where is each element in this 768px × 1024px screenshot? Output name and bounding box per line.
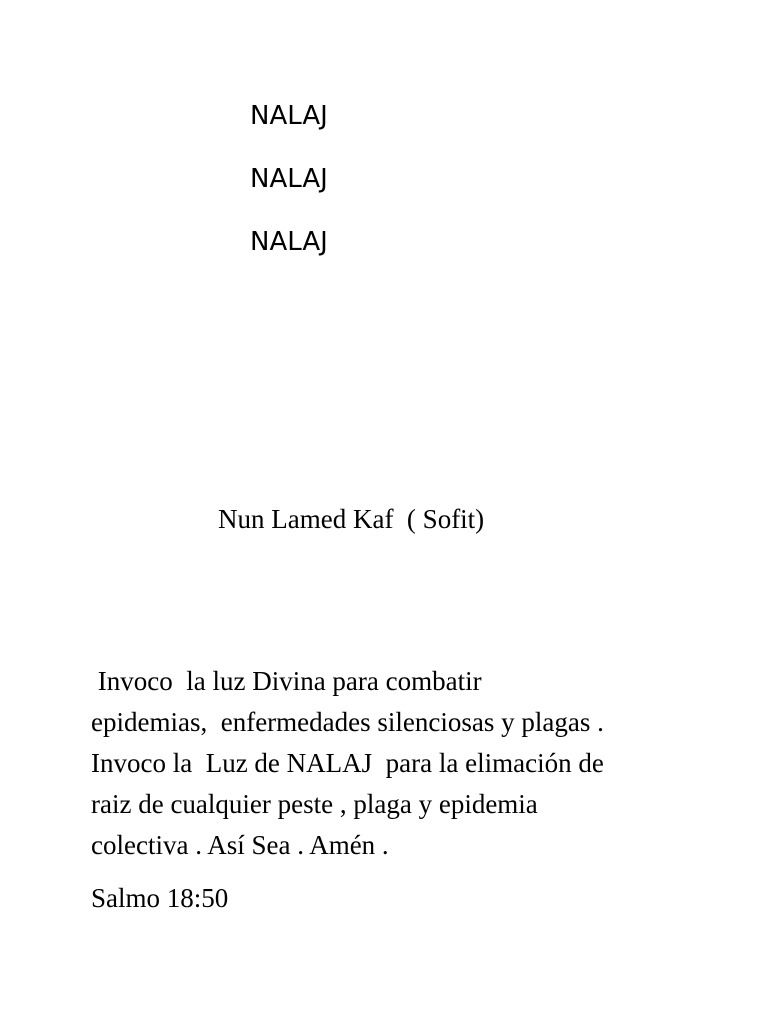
prayer-line-5: colectiva . Así Sea . Amén .: [91, 830, 389, 860]
title-line-2: NALAJ: [250, 164, 328, 194]
prayer-line-4: raiz de cualquier peste , plaga y epidemia: [91, 789, 538, 819]
prayer-line-1: Invoco la luz Divina para combatir: [91, 666, 482, 696]
title-line-1: NALAJ: [250, 101, 328, 131]
title-line-3: NALAJ: [250, 227, 328, 257]
prayer-paragraph: [91, 661, 691, 866]
prayer-line-2: epidemias, enfermedades silenciosas y plagas .: [91, 707, 604, 737]
prayer-line-3: Invoco la Luz de NALAJ para la elimación de: [91, 748, 604, 778]
psalm-reference: Salmo 18:50: [91, 883, 229, 913]
letters-subtitle: Nun Lamed Kaf ( Sofit): [218, 504, 485, 534]
